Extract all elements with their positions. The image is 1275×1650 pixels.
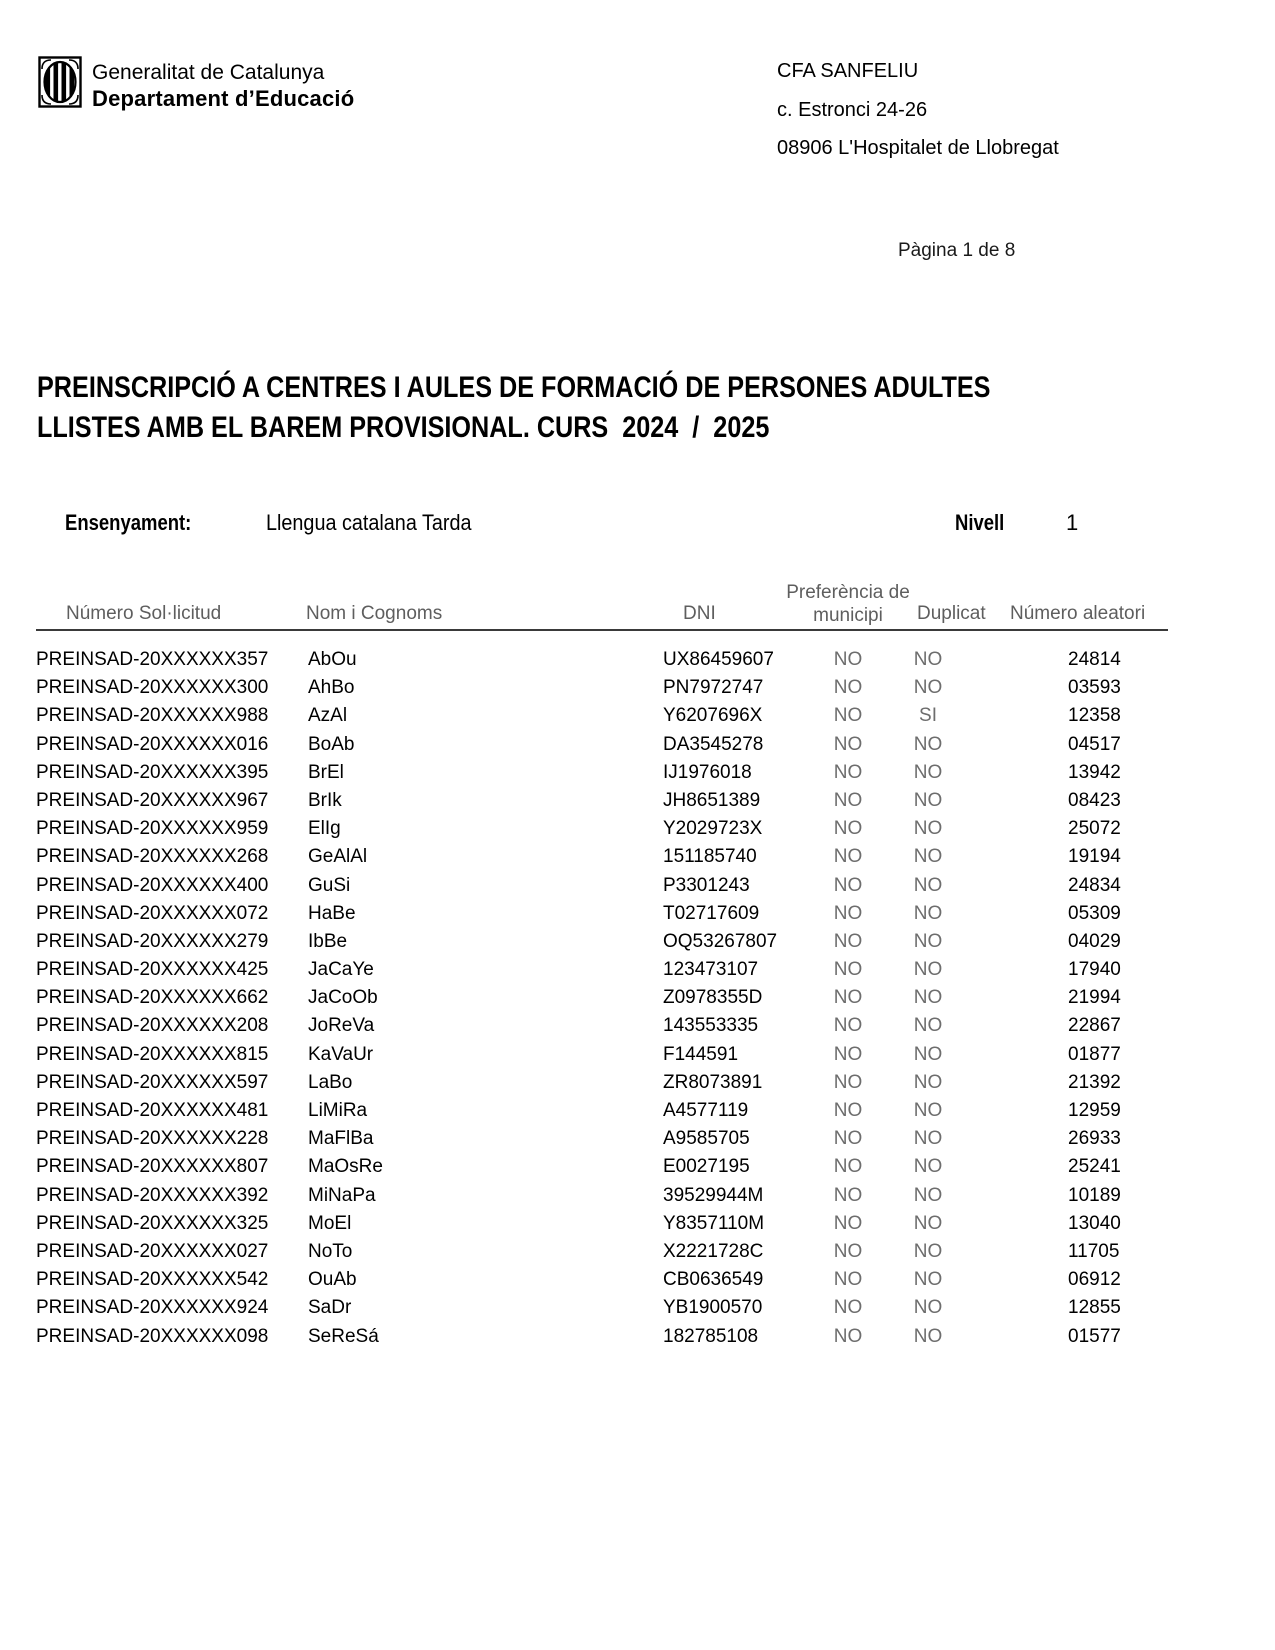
cell-preferencia-municipi: NO xyxy=(833,874,863,896)
cell-nom-cognoms: ElIg xyxy=(308,818,341,840)
cell-numero-aleatori: 25072 xyxy=(1068,818,1121,840)
col-header-nom: Nom i Cognoms xyxy=(306,603,443,624)
table-row xyxy=(0,1182,1275,1210)
table-row xyxy=(0,1125,1275,1153)
cell-numero-aleatori: 24814 xyxy=(1068,649,1121,670)
cell-numero-aleatori: 11705 xyxy=(1068,1240,1120,1262)
cell-duplicat: NO xyxy=(913,1297,943,1319)
cell-preferencia-municipi: NO xyxy=(833,1297,863,1319)
cell-nom-cognoms: NoTo xyxy=(308,1240,353,1262)
table-row xyxy=(0,674,1275,702)
col-header-numero-aleatori: Número aleatori xyxy=(1010,603,1146,624)
cell-numero-aleatori: 19194 xyxy=(1068,846,1121,868)
cell-preferencia-municipi: NO xyxy=(833,1015,863,1037)
cell-nom-cognoms: OuAb xyxy=(308,1269,357,1291)
cell-dni: 151185740 xyxy=(663,846,757,868)
cell-preferencia-municipi: NO xyxy=(833,733,863,755)
cell-preferencia-municipi: NO xyxy=(833,1212,863,1234)
cell-numero-solicitud: PREINSAD-20XXXXXX325 xyxy=(36,1212,269,1234)
cell-numero-aleatori: 12855 xyxy=(1068,1297,1121,1319)
table-row xyxy=(0,984,1275,1012)
cell-preferencia-municipi: NO xyxy=(833,789,863,811)
cell-duplicat: NO xyxy=(913,1240,943,1262)
cell-preferencia-municipi: NO xyxy=(833,930,863,952)
cell-numero-aleatori: 22867 xyxy=(1068,1015,1121,1037)
cell-numero-aleatori: 03593 xyxy=(1068,677,1121,699)
cell-preferencia-municipi: NO xyxy=(833,959,863,981)
col-header-dni: DNI xyxy=(683,603,716,624)
cell-dni: Z0978355D xyxy=(663,987,763,1009)
cell-preferencia-municipi: NO xyxy=(833,846,863,868)
ensenyament-value: Llengua catalana Tarda xyxy=(266,510,472,535)
cell-numero-solicitud: PREINSAD-20XXXXXX027 xyxy=(36,1240,269,1262)
cell-duplicat: NO xyxy=(913,1184,943,1206)
cell-duplicat: NO xyxy=(913,818,943,840)
table-row xyxy=(0,731,1275,759)
cell-nom-cognoms: HaBe xyxy=(308,902,356,924)
cell-numero-aleatori: 12959 xyxy=(1068,1100,1121,1121)
cell-dni: 123473107 xyxy=(663,959,759,981)
cell-numero-aleatori: 21994 xyxy=(1068,987,1121,1009)
cell-numero-solicitud: PREINSAD-20XXXXXX300 xyxy=(36,677,269,699)
org-header xyxy=(92,60,354,112)
cell-nom-cognoms: MoEl xyxy=(308,1212,352,1234)
cell-numero-aleatori: 04517 xyxy=(1068,733,1121,755)
cell-duplicat: NO xyxy=(913,1071,943,1093)
cell-numero-solicitud: PREINSAD-20XXXXXX098 xyxy=(36,1325,269,1347)
cell-numero-aleatori: 12358 xyxy=(1068,705,1121,727)
cell-dni: DA3545278 xyxy=(663,733,764,755)
cell-nom-cognoms: GuSi xyxy=(308,874,351,896)
cell-numero-aleatori: 13942 xyxy=(1068,761,1121,783)
cell-dni: 182785108 xyxy=(663,1325,759,1347)
cell-nom-cognoms: JaCaYe xyxy=(308,959,374,981)
table-row xyxy=(0,872,1275,900)
cell-nom-cognoms: SaDr xyxy=(308,1297,352,1319)
cell-nom-cognoms: JaCoOb xyxy=(308,987,378,1009)
table-row xyxy=(0,815,1275,843)
cell-dni: IJ1976018 xyxy=(663,761,752,783)
cell-numero-solicitud: PREINSAD-20XXXXXX597 xyxy=(36,1071,269,1093)
cell-numero-solicitud: PREINSAD-20XXXXXX395 xyxy=(36,761,269,783)
cell-numero-solicitud: PREINSAD-20XXXXXX967 xyxy=(36,789,269,811)
cell-numero-solicitud: PREINSAD-20XXXXXX425 xyxy=(36,959,269,981)
header-divider xyxy=(36,629,1168,631)
cell-numero-solicitud: PREINSAD-20XXXXXX072 xyxy=(36,902,269,924)
cell-numero-aleatori: 01577 xyxy=(1068,1325,1121,1347)
cell-preferencia-municipi: NO xyxy=(833,1128,863,1150)
title-line-1: PREINSCRIPCIÓ A CENTRES I AULES DE FORMACIÓ DE PERSONES ADULTES xyxy=(37,371,991,404)
cell-dni: F144591 xyxy=(663,1043,739,1065)
cell-dni: Y6207696X xyxy=(663,705,763,727)
cell-nom-cognoms: LiMiRa xyxy=(308,1100,368,1121)
cell-numero-solicitud: PREINSAD-20XXXXXX807 xyxy=(36,1156,269,1178)
cell-duplicat: NO xyxy=(913,846,943,868)
cell-numero-solicitud: PREINSAD-20XXXXXX988 xyxy=(36,705,269,727)
cell-numero-aleatori: 25241 xyxy=(1068,1156,1121,1178)
cell-nom-cognoms: AzAl xyxy=(308,705,348,727)
cell-dni: CB0636549 xyxy=(663,1269,764,1291)
cell-dni: Y2029723X xyxy=(663,818,763,840)
cell-numero-solicitud: PREINSAD-20XXXXXX481 xyxy=(36,1100,269,1121)
cell-nom-cognoms: AbOu xyxy=(308,649,357,670)
table-row xyxy=(0,1294,1275,1322)
generalitat-seal-icon xyxy=(38,56,82,108)
cell-numero-solicitud: PREINSAD-20XXXXXX357 xyxy=(36,649,269,670)
cell-numero-aleatori: 21392 xyxy=(1068,1071,1121,1093)
cell-nom-cognoms: GeAlAl xyxy=(308,846,368,868)
table-row xyxy=(0,646,1275,674)
org-name: Generalitat de Catalunya xyxy=(92,61,325,84)
cell-dni: OQ53267807 xyxy=(663,930,778,952)
cell-numero-aleatori: 10189 xyxy=(1068,1184,1121,1206)
table-row xyxy=(0,956,1275,984)
cell-numero-solicitud: PREINSAD-20XXXXXX016 xyxy=(36,733,269,755)
table-row xyxy=(0,1153,1275,1181)
cell-dni: X2221728C xyxy=(663,1240,764,1262)
table-row xyxy=(0,900,1275,928)
cell-nom-cognoms: MaFlBa xyxy=(308,1128,374,1150)
title-line-2: LLISTES AMB EL BAREM PROVISIONAL. CURS 2024 / 2025 xyxy=(37,411,770,444)
cell-numero-solicitud: PREINSAD-20XXXXXX662 xyxy=(36,987,269,1009)
cell-duplicat: NO xyxy=(913,1043,943,1065)
table-row xyxy=(0,1097,1275,1125)
cell-numero-aleatori: 24834 xyxy=(1068,874,1121,896)
cell-numero-solicitud: PREINSAD-20XXXXXX392 xyxy=(36,1184,269,1206)
center-name: CFA SANFELIU xyxy=(777,60,919,82)
cell-nom-cognoms: SeReSá xyxy=(308,1325,379,1347)
cell-nom-cognoms: BrEl xyxy=(308,761,344,783)
cell-preferencia-municipi: NO xyxy=(833,1269,863,1291)
table-row xyxy=(0,1069,1275,1097)
cell-duplicat: NO xyxy=(913,761,943,783)
cell-duplicat: NO xyxy=(913,902,943,924)
cell-duplicat: NO xyxy=(913,1156,943,1178)
cell-dni: UX86459607 xyxy=(663,649,774,670)
col-header-solicitud: Número Sol·licitud xyxy=(66,603,222,624)
cell-numero-aleatori: 13040 xyxy=(1068,1212,1121,1234)
cell-preferencia-municipi: NO xyxy=(833,677,863,699)
cell-preferencia-municipi: NO xyxy=(833,649,863,670)
cell-preferencia-municipi: NO xyxy=(833,1184,863,1206)
table-row xyxy=(0,1210,1275,1238)
cell-nom-cognoms: BrIk xyxy=(308,789,342,811)
cell-numero-solicitud: PREINSAD-20XXXXXX924 xyxy=(36,1297,269,1319)
table-row xyxy=(0,928,1275,956)
document-title xyxy=(37,368,1172,448)
cell-dni: A4577119 xyxy=(663,1100,749,1121)
cell-numero-solicitud: PREINSAD-20XXXXXX208 xyxy=(36,1015,269,1037)
cell-preferencia-municipi: NO xyxy=(833,1071,863,1093)
cell-numero-aleatori: 08423 xyxy=(1068,789,1121,811)
cell-numero-solicitud: PREINSAD-20XXXXXX815 xyxy=(36,1043,269,1065)
center-address: c. Estronci 24-26 xyxy=(777,98,928,121)
cell-nom-cognoms: JoReVa xyxy=(308,1015,375,1037)
table-row xyxy=(0,1041,1275,1069)
cell-dni: E0027195 xyxy=(663,1156,750,1178)
cell-numero-solicitud: PREINSAD-20XXXXXX400 xyxy=(36,874,269,896)
table-row xyxy=(0,1012,1275,1040)
cell-numero-aleatori: 05309 xyxy=(1068,902,1121,924)
cell-dni: P3301243 xyxy=(663,874,750,896)
cell-numero-solicitud: PREINSAD-20XXXXXX959 xyxy=(36,818,269,840)
cell-duplicat: NO xyxy=(913,1015,943,1037)
cell-dni: ZR8073891 xyxy=(663,1071,763,1093)
cell-preferencia-municipi: NO xyxy=(833,818,863,840)
cell-numero-aleatori: 04029 xyxy=(1068,930,1121,952)
center-city: 08906 L'Hospitalet de Llobregat xyxy=(777,137,1059,159)
cell-nom-cognoms: MaOsRe xyxy=(308,1156,383,1178)
cell-numero-aleatori: 06912 xyxy=(1068,1269,1121,1291)
cell-preferencia-municipi: NO xyxy=(833,1325,863,1347)
cell-numero-aleatori: 01877 xyxy=(1068,1043,1121,1065)
cell-duplicat: NO xyxy=(913,1325,943,1347)
table-row xyxy=(0,1266,1275,1294)
cell-numero-aleatori: 26933 xyxy=(1068,1128,1121,1150)
col-header-preferencia: Preferència de municipi xyxy=(786,582,910,626)
cell-duplicat: NO xyxy=(913,987,943,1009)
cell-duplicat: NO xyxy=(913,1269,943,1291)
cell-duplicat: NO xyxy=(913,733,943,755)
cell-numero-solicitud: PREINSAD-20XXXXXX228 xyxy=(36,1128,269,1150)
cell-numero-solicitud: PREINSAD-20XXXXXX279 xyxy=(36,930,269,952)
cell-preferencia-municipi: NO xyxy=(833,761,863,783)
cell-nom-cognoms: LaBo xyxy=(308,1071,353,1093)
table-row xyxy=(0,787,1275,815)
cell-duplicat: NO xyxy=(913,874,943,896)
cell-duplicat: NO xyxy=(913,789,943,811)
cell-duplicat: NO xyxy=(913,1100,943,1121)
nivell-value: 1 xyxy=(1066,510,1079,535)
cell-dni: T02717609 xyxy=(663,902,760,924)
cell-numero-solicitud: PREINSAD-20XXXXXX268 xyxy=(36,846,269,868)
table-row xyxy=(0,1238,1275,1266)
cell-dni: PN7972747 xyxy=(663,677,764,699)
cell-preferencia-municipi: NO xyxy=(833,987,863,1009)
cell-preferencia-municipi: NO xyxy=(833,705,863,727)
cell-duplicat: NO xyxy=(913,1128,943,1150)
cell-dni: Y8357110M xyxy=(663,1212,765,1234)
org-department: Departament d’Educació xyxy=(92,86,355,111)
cell-duplicat: NO xyxy=(913,649,943,670)
cell-preferencia-municipi: NO xyxy=(833,1100,863,1121)
cell-dni: JH8651389 xyxy=(663,789,761,811)
center-info xyxy=(777,52,1059,168)
cell-preferencia-municipi: NO xyxy=(833,1043,863,1065)
table-row xyxy=(0,759,1275,787)
context-row xyxy=(0,510,1275,538)
cell-dni: 39529944M xyxy=(663,1184,764,1206)
cell-preferencia-municipi: NO xyxy=(833,1240,863,1262)
table-row xyxy=(0,702,1275,730)
cell-nom-cognoms: IbBe xyxy=(308,930,348,952)
page-indicator: Pàgina 1 de 8 xyxy=(898,240,1016,261)
cell-numero-aleatori: 17940 xyxy=(1068,959,1121,981)
table-row xyxy=(0,1323,1275,1351)
cell-duplicat: NO xyxy=(913,1212,943,1234)
table-body xyxy=(0,646,1275,1351)
ensenyament-label: Ensenyament: xyxy=(65,510,192,535)
cell-preferencia-municipi: NO xyxy=(833,1156,863,1178)
cell-numero-solicitud: PREINSAD-20XXXXXX542 xyxy=(36,1269,269,1291)
cell-preferencia-municipi: NO xyxy=(833,902,863,924)
col-header-duplicat: Duplicat xyxy=(917,603,986,624)
cell-nom-cognoms: KaVaUr xyxy=(308,1043,374,1065)
cell-dni: YB1900570 xyxy=(663,1297,763,1319)
cell-dni: A9585705 xyxy=(663,1128,750,1150)
cell-duplicat: NO xyxy=(913,930,943,952)
cell-duplicat: NO xyxy=(913,959,943,981)
cell-duplicat: SI xyxy=(919,705,937,727)
table-row xyxy=(0,843,1275,871)
cell-nom-cognoms: BoAb xyxy=(308,733,355,755)
cell-dni: 143553335 xyxy=(663,1015,759,1037)
cell-nom-cognoms: MiNaPa xyxy=(308,1184,376,1206)
cell-nom-cognoms: AhBo xyxy=(308,677,355,699)
cell-duplicat: NO xyxy=(913,677,943,699)
nivell-label: Nivell xyxy=(955,510,1005,535)
